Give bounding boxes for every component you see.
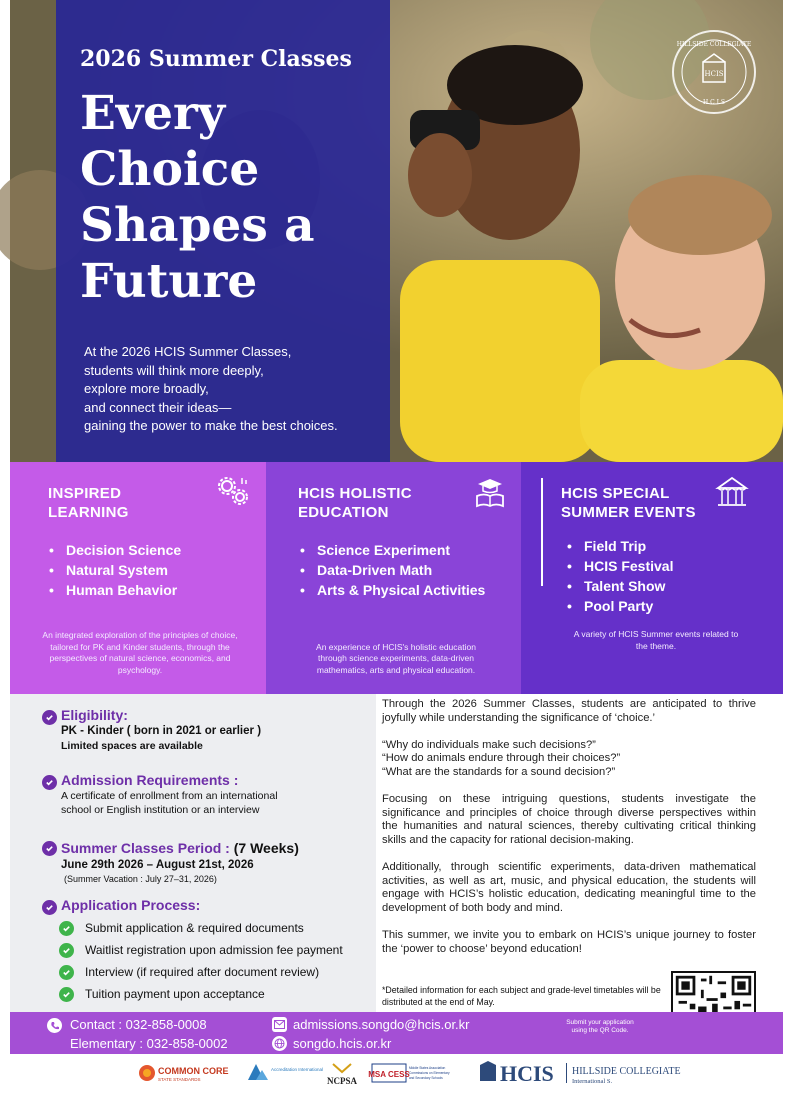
globe-icon [272, 1036, 287, 1051]
column-description: A variety of HCIS Summer events related to the theme. [573, 629, 739, 651]
hillside-text: HILLSIDE COLLEGIATE [572, 1066, 681, 1077]
msa-cess-logo [368, 1060, 472, 1091]
check-icon [59, 987, 74, 1002]
graduation-book-icon [472, 474, 508, 510]
hero-headline: Every Choice Shapes a Future [80, 86, 315, 309]
period-note: (Summer Vacation : July 27–31, 2026) [64, 874, 217, 884]
email-icon [272, 1017, 287, 1032]
intro-line: and connect their ideas— [84, 399, 232, 415]
gears-icon [215, 474, 251, 510]
seal-top-text: HILLSIDE COLLEGIATE [676, 41, 752, 48]
phone-icon [47, 1018, 62, 1033]
msa-text: MSA CESS [368, 1070, 410, 1079]
svg-text:Commissions on Elementary: Commissions on Elementary [409, 1071, 450, 1075]
admission-label: Admission Requirements : [61, 772, 239, 788]
column-title: INSPIRED LEARNING [48, 485, 129, 521]
check-icon [59, 943, 74, 958]
period-label-text: Summer Classes Period : [61, 840, 230, 856]
intro-line: At the 2026 HCIS Summer Classes, [84, 344, 292, 359]
list-item: • Natural System [47, 560, 181, 580]
list-item: • Data-Driven Math [298, 560, 485, 580]
process-step: Waitlist registration upon admission fee payment [85, 943, 343, 957]
divider [541, 478, 543, 586]
list-item: • Talent Show [565, 576, 673, 596]
list-item: • Field Trip [565, 536, 673, 556]
body-paragraph: Focusing on these intriguing questions, students investigate the significance and principles of choice through diverse perspectives within the humanities and natural sciences, thereby cultivating critical thinking skills and the capacity for rational decision-making. [382, 793, 756, 846]
list-item: • Science Experiment [298, 540, 485, 560]
event-list [565, 536, 673, 616]
period-label [61, 840, 299, 856]
hillside-seal-logo [672, 30, 756, 114]
list-item: • Decision Science [47, 540, 181, 560]
ncpsa-logo [317, 1060, 367, 1093]
subject-list [47, 540, 181, 600]
seal-bottom-text: H C I S [702, 99, 726, 106]
check-icon [42, 710, 57, 725]
contact-email[interactable]: admissions.songdo@hcis.or.kr [293, 1017, 470, 1032]
elementary-phone[interactable]: Elementary : 032-858-0002 [70, 1036, 228, 1051]
question-line: “How do animals endure through their choices?” [382, 752, 621, 765]
process-label: Application Process: [61, 897, 201, 913]
column-summer-events [521, 462, 783, 694]
carousel-tent-icon [714, 474, 750, 510]
accreditation-logo [246, 1060, 324, 1091]
check-icon [59, 965, 74, 980]
common-core-text: COMMON CORE [158, 1066, 229, 1076]
body-paragraph: This summer, we invite you to embark on HCIS’s unique journey to foster the ‘power to choose’ beyond education! [382, 929, 756, 955]
list-item: • Human Behavior [47, 580, 181, 600]
body-paragraph: Additionally, through scientific experiments, data-driven mathematical activities, as well as art, music, and physical education, the students will engage with HCIS’s holistic education, dedicating meaningful time to the development of both body and mind. [382, 861, 756, 914]
ncpsa-text: NCPSA [326, 1076, 358, 1086]
timetable-note: *Detailed information for each subject and grade-level timetables will be distributed at the end of May. [382, 985, 661, 1007]
process-step: Interview (if required after document review) [85, 965, 320, 979]
column-holistic-education [266, 462, 521, 694]
eligibility-value: PK - Kinder ( born in 2021 or earlier ) [61, 725, 262, 737]
body-text [382, 698, 756, 970]
hcis-text: HCIS [500, 1061, 554, 1086]
admission-line: school or English institution or an interview [61, 804, 260, 816]
hillside-sub: International S. [572, 1078, 613, 1085]
column-description: An experience of HCIS's holistic education through science experiments, data-driven mathematics, arts and physical education. [316, 641, 476, 675]
admission-line: A certificate of enrollment from an international [61, 790, 278, 802]
svg-text:Middle States Association: Middle States Association [409, 1066, 446, 1070]
check-icon [42, 775, 57, 790]
body-paragraph: Through the 2026 Summer Classes, students are anticipated to thrive joyfully while understanding the significance of ‘choice.’ [382, 698, 756, 724]
hero-eyebrow: 2026 Summer Classes [80, 46, 352, 72]
common-core-logo [138, 1062, 234, 1089]
check-icon [42, 841, 57, 856]
common-core-sub: STATE STANDARDS [158, 1077, 201, 1082]
check-icon [42, 900, 57, 915]
contact-website[interactable]: songdo.hcis.or.kr [293, 1036, 392, 1051]
list-item: • HCIS Festival [565, 556, 673, 576]
check-icon [59, 921, 74, 936]
accreditation-logos [10, 1054, 783, 1095]
subject-list [298, 540, 485, 600]
intro-line: students will think more deeply, [84, 362, 264, 378]
intro-line: gaining the power to make the best choices. [84, 418, 338, 433]
qr-submit-note: Submit your application using the QR Code. [566, 1019, 634, 1034]
question-line: “Why do individuals make such decisions?” [382, 738, 596, 751]
hero-intro [84, 343, 374, 436]
intro-line: explore more broadly, [84, 381, 209, 396]
process-step: Submit application & required documents [85, 921, 304, 935]
eligibility-note: Limited spaces are available [61, 740, 203, 752]
contact-phone[interactable]: Contact : 032-858-0008 [70, 1017, 207, 1032]
process-step: Tuition payment upon acceptance [85, 987, 265, 1001]
hcis-logo [478, 1059, 702, 1092]
column-description: An integrated exploration of the principles of choice, tailored for PK and Kinder students, through the perspectives of natural science, economics, and psychology. [42, 630, 238, 675]
period-weeks: (7 Weeks) [229, 840, 299, 856]
column-inspired-learning [10, 462, 266, 694]
svg-text:and Secondary Schools: and Secondary Schools [409, 1076, 443, 1080]
svg-text:HCIS: HCIS [704, 70, 724, 78]
eligibility-label: Eligibility: [61, 707, 128, 723]
contact-bar [10, 1012, 783, 1054]
column-title: HCIS HOLISTIC EDUCATION [298, 485, 412, 521]
acc-text: Accreditation International [271, 1067, 324, 1072]
period-dates: June 29th 2026 – August 21st, 2026 [61, 859, 254, 871]
list-item: • Pool Party [565, 596, 673, 616]
column-title: HCIS SPECIAL SUMMER EVENTS [561, 485, 696, 521]
question-line: “What are the standards for a sound decision?” [382, 765, 616, 778]
list-item: • Arts & Physical Activities [298, 580, 485, 600]
